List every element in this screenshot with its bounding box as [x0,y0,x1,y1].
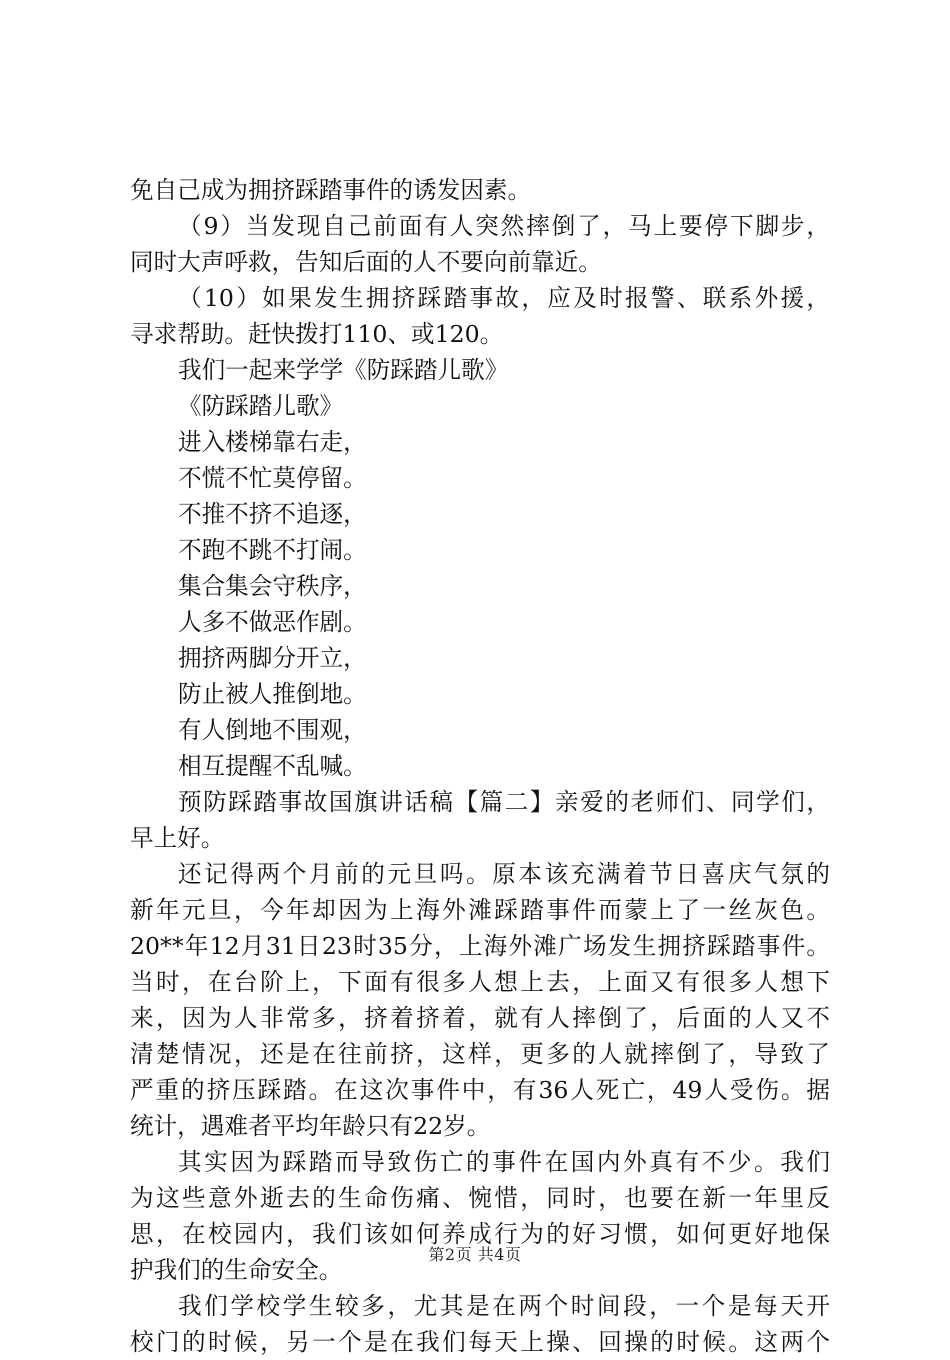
poem-line: 相互提醒不乱喊。 [178,752,367,780]
poem-line: 集合集会守秩序， [178,572,367,600]
text-line: 当时，在台阶上，下面有很多人想上去，上面又有很多人想下 [130,968,830,996]
text-line: （9）当发现自己前面有人突然摔倒了，马上要停下脚步， [178,212,830,240]
text-line: 我们一起来学学《防踩踏儿歌》 [178,356,509,384]
text-line: 免自己成为拥挤踩踏事件的诱发因素。 [130,176,532,204]
poem-line: 防止被人推倒地。 [178,680,367,708]
text-line: 严重的挤压踩踏。在这次事件中，有36人死亡，49人受伤。据 [130,1076,830,1104]
text-line: 同时大声呼救，告知后面的人不要向前靠近。 [130,248,602,276]
text-line: 来，因为人非常多，挤着挤着，就有人摔倒了，后面的人又不 [130,1004,830,1032]
text-line: 寻求帮助。赶快拨打110、或120。 [130,320,504,348]
text-line: 护我们的生命安全。 [130,1256,343,1284]
text-line: 为这些意外逝去的生命伤痛、惋惜，同时，也要在新一年里反 [130,1184,830,1212]
text-line: 我们学校学生较多，尤其是在两个时间段，一个是每天开 [178,1292,830,1320]
poem-line: 进入楼梯靠右走， [178,428,367,456]
text-line: （10）如果发生拥挤踩踏事故，应及时报警、联系外援， [178,284,830,312]
text-line: 思，在校园内，我们该如何养成行为的好习惯，如何更好地保 [130,1220,830,1248]
text-line: 其实因为踩踏而导致伤亡的事件在国内外真有不少。我们 [178,1148,830,1176]
text-line: 清楚情况，还是在往前挤，这样，更多的人就摔倒了，导致了 [130,1040,830,1068]
poem-line: 人多不做恶作剧。 [178,608,367,636]
text-line: 《防踩踏儿歌》 [178,392,344,420]
poem-line: 不慌不忙莫停留。 [178,464,367,492]
text-line: 早上好。 [130,824,225,852]
poem-line: 有人倒地不围观， [178,716,367,744]
poem-line: 拥挤两脚分开立， [178,644,367,672]
text-line: 20**年12月31日23时35分，上海外滩广场发生拥挤踩踏事件。 [130,932,830,960]
text-line: 预防踩踏事故国旗讲话稿【篇二】亲爱的老师们、同学们， [178,788,830,816]
page-footer: 第2页 共4页 [428,1245,522,1264]
text-line: 统计，遇难者平均年龄只有22岁。 [130,1112,491,1140]
text-line: 新年元旦，今年却因为上海外滩踩踏事件而蒙上了一丝灰色。 [130,896,830,924]
poem-line: 不跑不跳不打闹。 [178,536,367,564]
body-text [130,172,830,1360]
text-line: 校门的时候，另一个是在我们每天上操、回操的时候。这两个 [130,1328,830,1356]
text-line: 还记得两个月前的元旦吗。原本该充满着节日喜庆气氛的 [178,860,830,888]
poem-line: 不推不挤不追逐， [178,500,367,528]
